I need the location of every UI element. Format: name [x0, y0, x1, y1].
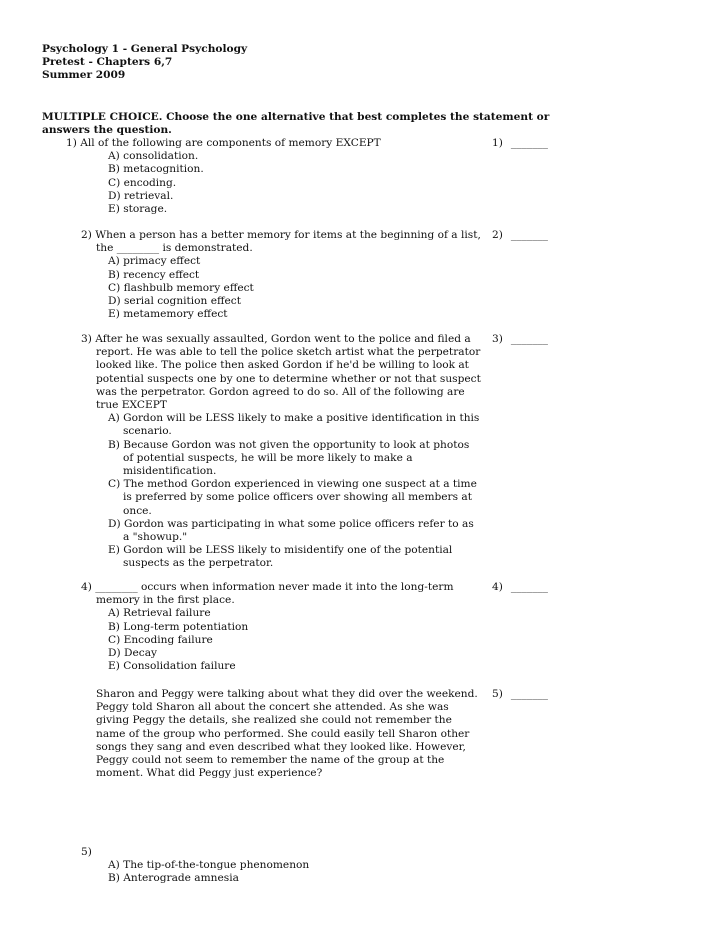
answer-slot-2: [492, 229, 548, 242]
question-5: [81, 846, 481, 886]
option-e: E) Gordon will be LESS likely to misidentify one of the potential suspects as the perpetrator.: [108, 544, 453, 570]
question-5-stem: [96, 688, 481, 780]
options: [81, 412, 481, 570]
answer-blank: _______: [510, 137, 548, 149]
option-d: D) Gordon was participating in what some police officers refer to as a "showup.": [108, 517, 474, 544]
document-header: [42, 43, 247, 83]
question-2: [81, 229, 481, 321]
option-a: A) The tip-of-the-tongue phenomenon: [108, 859, 310, 872]
options: [81, 859, 481, 885]
answer-number: 5): [492, 688, 503, 700]
option-b: B) Because Gordon was not given the opportunity to look at photos of potential suspects, he will be more likely to make a misidentification.: [108, 438, 470, 478]
answer-blank: _______: [510, 229, 548, 241]
question-label: 5): [81, 846, 92, 858]
question-stem: 1) All of the following are components of memory EXCEPT: [66, 137, 381, 149]
option-e: E) storage.: [108, 203, 168, 216]
answer-number: 2): [492, 229, 503, 241]
answer-number: 3): [492, 333, 503, 345]
exam-title: Pretest - Chapters 6,7: [42, 56, 173, 69]
options: [81, 607, 481, 673]
option-d: D) retrieval.: [108, 189, 174, 202]
options: [81, 255, 481, 321]
option-c: C) The method Gordon experienced in viewing one suspect at a time is preferred by some police officers over showing all members at once.: [108, 478, 477, 517]
answer-blank: _______: [510, 333, 548, 345]
question-4: [81, 581, 481, 673]
question-stem: 2) When a person has a better memory for items at the beginning of a list, the ________ is demonstrated.: [81, 229, 481, 255]
option-c: C) encoding.: [108, 176, 177, 189]
option-b: B) Long-term potentiation: [108, 620, 249, 633]
option-b: B) metacognition.: [108, 163, 204, 176]
option-e: E) metamemory effect: [108, 308, 228, 321]
answer-slot-5: [492, 688, 548, 701]
question-1: [66, 137, 466, 216]
option-d: D) Decay: [108, 647, 157, 660]
answer-blank: _______: [510, 688, 548, 700]
question-3: [81, 333, 481, 571]
option-c: C) Encoding failure: [108, 633, 213, 646]
answer-slot-3: [492, 333, 548, 346]
course-title: Psychology 1 - General Psychology: [42, 43, 248, 55]
question-stem: 3) After he was sexually assaulted, Gordon went to the police and filed a report. He was able to tell the police sketch artist what the perpetrator looked like. The police then asked Gordon if he'd be willing to look at potential suspects one by one to determine whether or not that suspect was the perpetrator. Gordon agreed to do so. All of the following are true EXCEPT: [81, 333, 481, 412]
option-c: C) flashbulb memory effect: [108, 281, 254, 294]
question-stem: Sharon and Peggy were talking about what they did over the weekend. Peggy told Sharon all about the concert she attended. As she was giving Peggy the details, she realized she could not remember the name of the group who performed. She could easily tell Sharon other songs they sang and even described what they looked like. However, Peggy could not seem to remember the name of the group at the moment. What did Peggy just experience?: [96, 688, 478, 780]
answer-slot-1: [492, 137, 548, 150]
instructions: MULTIPLE CHOICE. Choose the one alternative that best completes the statement or answers the question.: [42, 111, 550, 137]
option-e: E) Consolidation failure: [108, 660, 236, 673]
question-stem: 4) ________ occurs when information never made it into the long-term memory in the first place.: [81, 581, 454, 607]
term: Summer 2009: [42, 69, 126, 82]
option-a: A) consolidation.: [108, 150, 199, 163]
answer-number: 4): [492, 581, 503, 593]
option-b: B) Anterograde amnesia: [108, 872, 239, 885]
option-a: A) Retrieval failure: [108, 607, 211, 620]
option-b: B) recency effect: [108, 268, 200, 281]
option-a: A) Gordon will be LESS likely to make a positive identification in this scenario.: [108, 412, 480, 438]
options: [66, 150, 466, 216]
answer-number: 1): [492, 137, 503, 149]
option-d: D) serial cognition effect: [108, 295, 241, 308]
option-a: A) primacy effect: [108, 255, 201, 268]
answer-slot-4: [492, 581, 548, 594]
answer-blank: _______: [510, 581, 548, 593]
